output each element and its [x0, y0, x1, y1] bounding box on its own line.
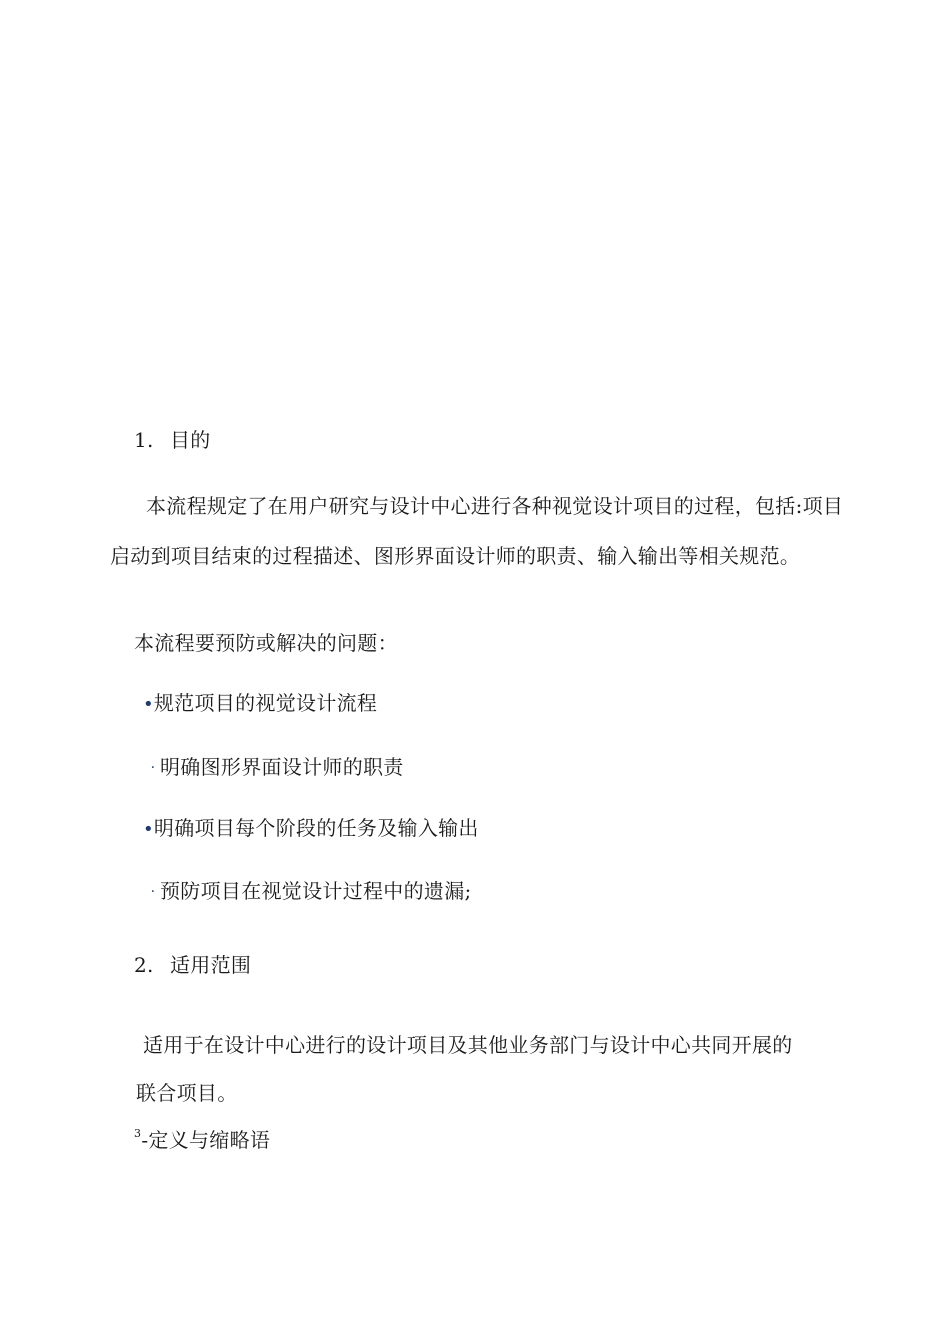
bullet-marker: · [150, 760, 156, 776]
section-3-heading [134, 1128, 270, 1152]
list-item [143, 816, 479, 842]
section-2-title: 适用范围 [170, 953, 252, 977]
section-2-paragraph-line-1: 适用于在设计中心进行的设计项目及其他业务部门与设计中心共同开展的 [143, 1033, 793, 1057]
section-1-paragraph-line-2: 启动到项目结束的过程描述、图形界面设计师的职责、输入输出等相关规范。 [110, 544, 801, 568]
bullet-marker: • [143, 819, 154, 840]
list-item-text: 预防项目在视觉设计过程中的遗漏; [160, 879, 472, 903]
list-item-text: 明确图形界面设计师的职责 [160, 755, 404, 779]
section-1-title: 目的 [170, 428, 211, 452]
list-item-text: 明确项目每个阶段的任务及输入输出 [153, 816, 479, 840]
section-1-paragraph-line-1: 本流程规定了在用户研究与设计中心进行各种视觉设计项目的过程，包括:项目 [146, 494, 844, 518]
list-item [146, 755, 404, 782]
section-2-number: 2. [134, 953, 154, 977]
section-1-number: 1. [134, 428, 154, 452]
section-3-title: -定义与缩略语 [141, 1128, 271, 1152]
section-3-number: 3 [134, 1127, 142, 1140]
section-2-paragraph-line-2: 联合项目。 [136, 1081, 238, 1105]
bullet-marker: • [143, 694, 154, 715]
problems-intro: 本流程要预防或解决的问题： [134, 631, 398, 655]
list-item [146, 879, 472, 906]
bullet-marker: · [150, 884, 156, 900]
list-item [143, 691, 377, 717]
list-item-text: 规范项目的视觉设计流程 [153, 691, 378, 715]
section-1-heading [134, 428, 211, 452]
section-2-heading [134, 953, 251, 977]
